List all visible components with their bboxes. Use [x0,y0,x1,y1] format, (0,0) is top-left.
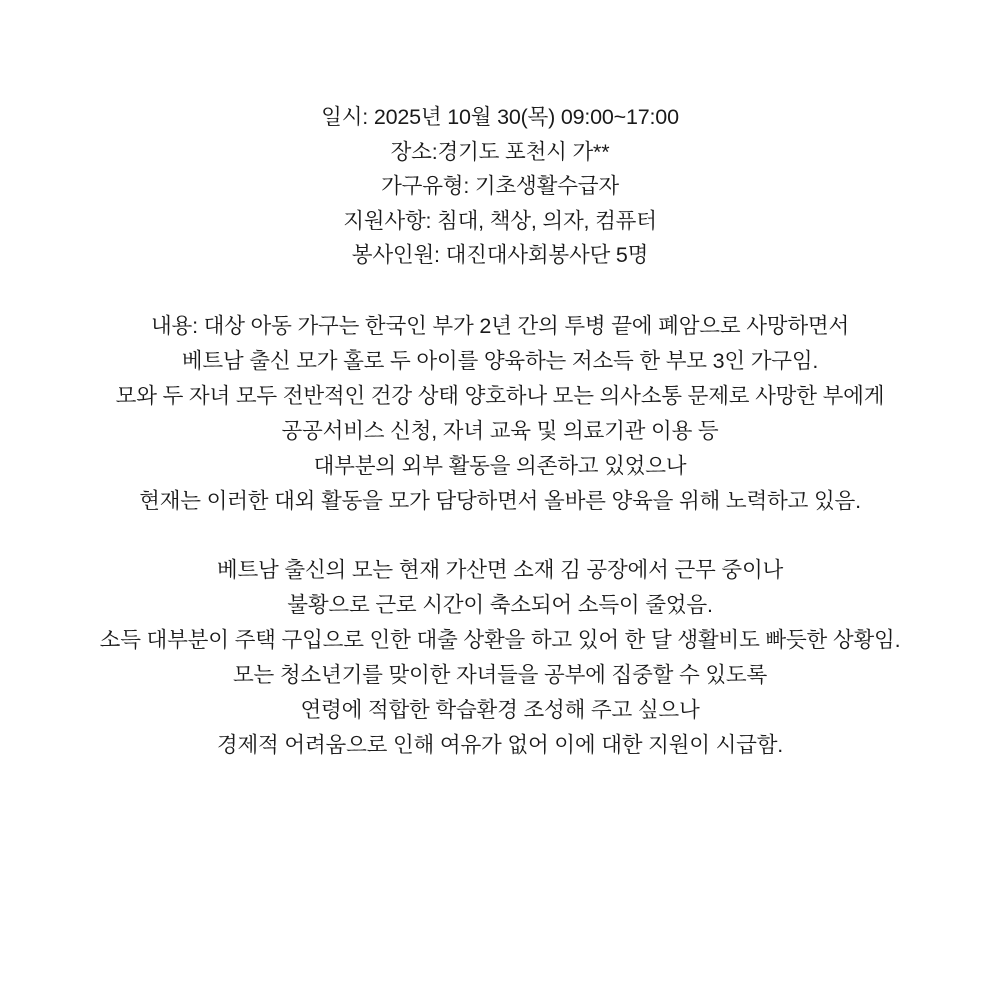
case-description-line: 경제적 어려움으로 인해 여유가 없어 이에 대한 지원이 시급함. [216,732,784,757]
case-summary-line: 봉사인원: 대진대사회봉사단 5명 [351,243,649,267]
case-description-line: 소득 대부분이 주택 구입으로 인한 대출 상환을 하고 있어 한 달 생활비도 빠듯한 상황임. [99,627,901,652]
case-description-line: 모는 청소년기를 맞이한 자녀들을 공부에 집중할 수 있도록 [232,662,768,687]
case-summary-block [30,100,970,273]
case-summary-line: 장소:경기도 포천시 가** [390,139,610,164]
case-description-line: 베트남 출신의 모는 현재 가산면 소재 김 공장에서 근무 중이나 [216,557,784,582]
case-description-block-2 [30,553,970,763]
block-spacer [30,273,970,309]
case-description-line: 현재는 이러한 대외 활동을 모가 담당하면서 올바른 양육을 위해 노력하고 있음. [139,488,861,513]
case-description-line: 모와 두 자녀 모두 전반적인 건강 상태 양호하나 모는 의사소통 문제로 사망한 부에게 [115,383,885,408]
case-description-line: 내용: 대상 아동 가구는 한국인 부가 2년 간의 투병 끝에 폐암으로 사망하면서 [150,313,850,338]
case-description-line: 대부분의 외부 활동을 의존하고 있었으나 [313,453,687,478]
case-description-line: 연령에 적합한 학습환경 조성해 주고 싶으나 [300,697,700,722]
case-summary-line: 일시: 2025년 10월 30(목) 09:00~17:00 [321,105,679,129]
case-description-line: 베트남 출신 모가 홀로 두 아이를 양육하는 저소득 한 부모 3인 가구임. [181,348,819,373]
case-summary-line: 지원사항: 침대, 책상, 의자, 컴퓨터 [343,208,657,233]
case-summary-line: 가구유형: 기초생활수급자 [381,174,619,198]
block-spacer [30,519,970,553]
case-description-block-1 [30,309,970,519]
case-description-line: 불황으로 근로 시간이 축소되어 소득이 줄었음. [287,592,713,617]
case-description-line: 공공서비스 신청, 자녀 교육 및 의료기관 이용 등 [281,418,719,443]
